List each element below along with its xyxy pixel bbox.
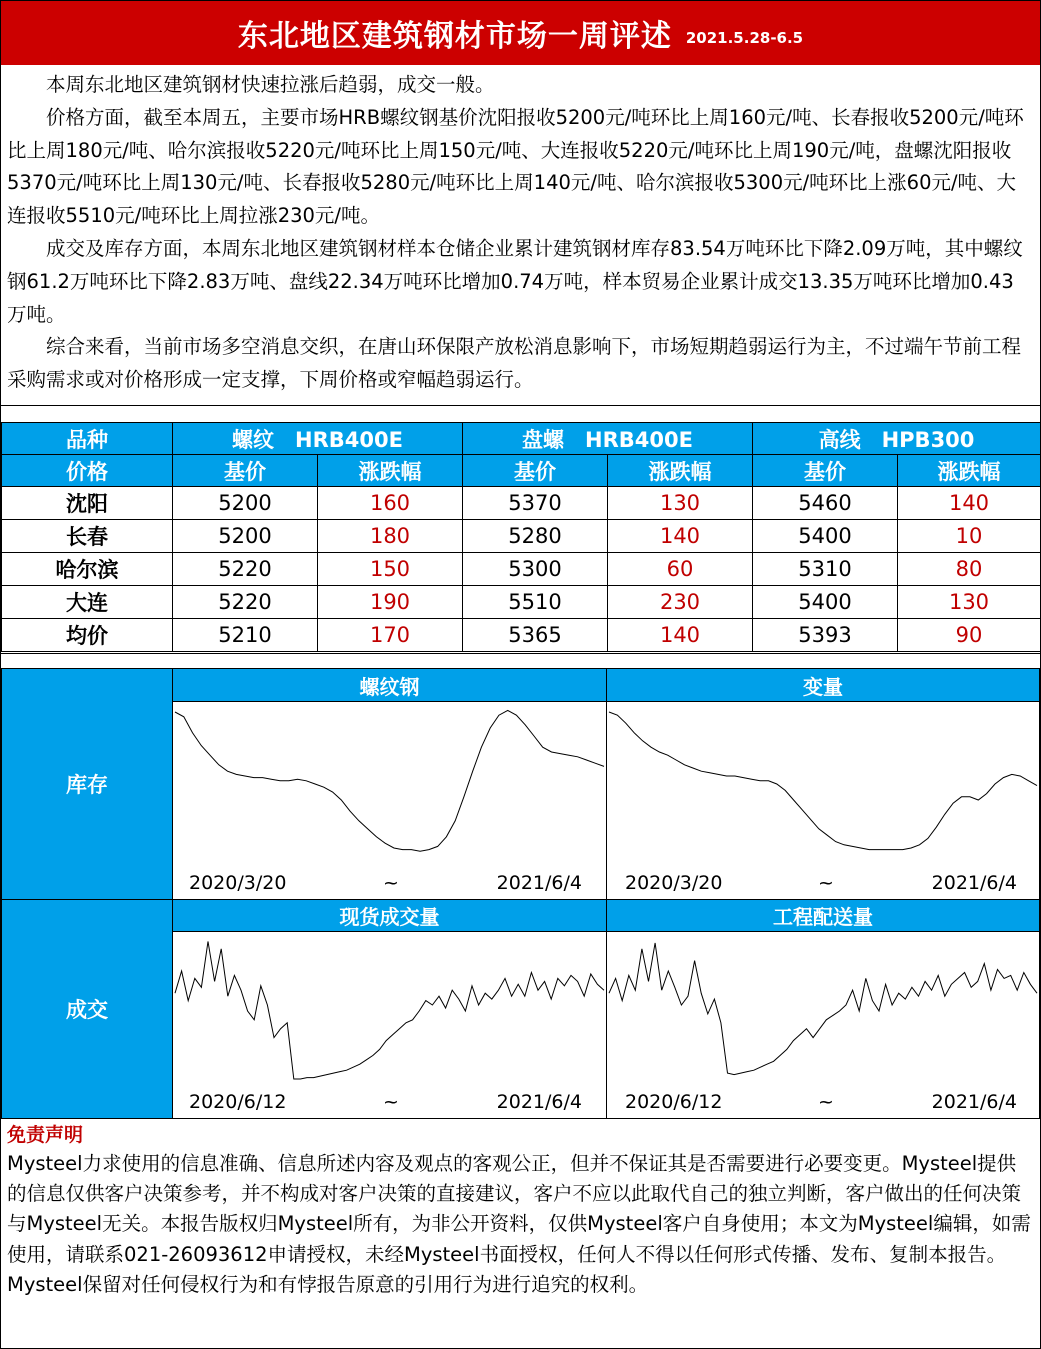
change-cell: 140 bbox=[898, 487, 1041, 520]
trade-label: 成交 bbox=[1, 899, 173, 1119]
base-price-cell: 5393 bbox=[753, 619, 898, 652]
table-row bbox=[2, 553, 1041, 586]
header-product-rebar: 螺纹 HRB400E bbox=[173, 423, 463, 455]
base-price-cell: 5280 bbox=[463, 520, 608, 553]
inventory-change-chart bbox=[606, 701, 1040, 900]
change-cell: 170 bbox=[318, 619, 463, 652]
price-table bbox=[1, 422, 1041, 652]
header-variety: 品种 bbox=[2, 423, 173, 455]
summary-paragraph: 本周东北地区建筑钢材快速拉涨后趋弱，成交一般。 bbox=[46, 73, 495, 96]
chart-svg bbox=[607, 702, 1039, 870]
delivery-volume-chart bbox=[606, 931, 1040, 1119]
summary-paragraph: 成交及库存方面，本周东北地区建筑钢材样本仓储企业累计建筑钢材库存83.54万吨环比下降2.09万吨，其中螺纹钢61.2万吨环比下降2.83万吨、盘线22.34万吨环比增加0.74万吨，样本贸易企业累计成交13.35万吨环比增加0.43万吨。 bbox=[7, 236, 1023, 326]
inventory-label: 库存 bbox=[1, 668, 173, 900]
chart-svg bbox=[173, 702, 606, 870]
header-change: 涨跌幅 bbox=[608, 455, 753, 487]
title-bar bbox=[1, 1, 1040, 65]
disclaimer-body: Mysteel力求使用的信息准确、信息所述内容及观点的客观公正，但并不保证其是否需要进行必要变更。Mysteel提供的信息仅供客户决策参考，并不构成对客户决策的直接建议，客户不应以此取代自己的独立判断，客户做出的任何决策与Mysteel无关。本报告版权归Mysteel所有，为非公开资料，仅供Mysteel客户自身使用；本文为Mysteel编辑，如需使用，请联系021-26093612申请授权，未经Mysteel书面授权，任何人不得以任何形式传播、发布、复制本报告。Mysteel保留对任何侵权行为和有悖报告原意的引用行为进行追究的权利。 bbox=[7, 1152, 1031, 1296]
header-price: 价格 bbox=[2, 455, 173, 487]
base-price-cell: 5200 bbox=[173, 520, 318, 553]
x-axis-start-label: 2020/6/12 bbox=[189, 1091, 287, 1113]
x-axis-separator: ~ bbox=[818, 872, 834, 894]
x-axis-separator: ~ bbox=[818, 1091, 834, 1113]
report-date-range: 2021.5.28-6.5 bbox=[685, 29, 804, 47]
divider bbox=[1, 653, 1040, 654]
table-header-row bbox=[2, 423, 1041, 455]
change-cell: 140 bbox=[608, 520, 753, 553]
base-price-cell: 5200 bbox=[173, 487, 318, 520]
city-cell: 大连 bbox=[2, 586, 173, 619]
series-line bbox=[175, 941, 604, 1079]
rebar-inventory-chart bbox=[172, 701, 607, 900]
table-row bbox=[2, 520, 1041, 553]
change-cell: 190 bbox=[318, 586, 463, 619]
change-cell: 130 bbox=[608, 487, 753, 520]
header-base-price: 基价 bbox=[463, 455, 608, 487]
divider bbox=[1, 405, 1040, 406]
base-price-cell: 5400 bbox=[753, 520, 898, 553]
report-title: 东北地区建筑钢材市场一周评述 bbox=[237, 19, 672, 54]
base-price-cell: 5300 bbox=[463, 553, 608, 586]
summary-paragraph: 价格方面，截至本周五，主要市场HRB螺纹钢基价沈阳报收5200元/吨环比上周160元/吨、长春报收5200元/吨环比上周180元/吨、哈尔滨报收5220元/吨环比上周150元/吨、大连报收5220元/吨环比上周190元/吨，盘螺沈阳报收5370元/吨环比上周130元/吨、长春报收5280元/吨环比上周140元/吨、哈尔滨报收5300元/吨环比上涨60元/吨、大连报收5510元/吨环比上周拉涨230元/吨。 bbox=[7, 105, 1024, 228]
table-row bbox=[2, 487, 1041, 520]
base-price-cell: 5510 bbox=[463, 586, 608, 619]
change-cell: 150 bbox=[318, 553, 463, 586]
x-axis-end-label: 2021/6/4 bbox=[496, 1091, 582, 1113]
table-row bbox=[2, 586, 1041, 619]
series-line bbox=[609, 943, 1037, 1075]
disclaimer-title: 免责声明 bbox=[7, 1124, 84, 1146]
chart-title-rebar-inventory: 螺纹钢 bbox=[172, 668, 607, 702]
base-price-cell: 5220 bbox=[173, 553, 318, 586]
change-cell: 90 bbox=[898, 619, 1041, 652]
change-cell: 230 bbox=[608, 586, 753, 619]
base-price-cell: 5220 bbox=[173, 586, 318, 619]
x-axis-end-label: 2021/6/4 bbox=[931, 1091, 1017, 1113]
series-line bbox=[175, 710, 604, 851]
x-axis bbox=[173, 1088, 606, 1118]
base-price-cell: 5370 bbox=[463, 487, 608, 520]
series-line bbox=[609, 712, 1037, 850]
summary-paragraph: 综合来看，当前市场多空消息交织，在唐山环保限产放松消息影响下，市场短期趋弱运行为主，不过端午节前工程采购需求或对价格形成一定支撑，下周价格或窄幅趋弱运行。 bbox=[7, 335, 1022, 392]
base-price-cell: 5460 bbox=[753, 487, 898, 520]
table-subheader-row bbox=[2, 455, 1041, 487]
city-cell: 均价 bbox=[2, 619, 173, 652]
change-cell: 10 bbox=[898, 520, 1041, 553]
x-axis-start-label: 2020/3/20 bbox=[189, 872, 287, 894]
x-axis-start-label: 2020/3/20 bbox=[625, 872, 723, 894]
table-row bbox=[2, 619, 1041, 652]
chart-svg bbox=[173, 932, 606, 1088]
base-price-cell: 5365 bbox=[463, 619, 608, 652]
x-axis-end-label: 2021/6/4 bbox=[931, 872, 1017, 894]
disclaimer bbox=[7, 1121, 1035, 1300]
city-cell: 沈阳 bbox=[2, 487, 173, 520]
header-base-price: 基价 bbox=[173, 455, 318, 487]
chart-title-spot-volume: 现货成交量 bbox=[172, 899, 607, 932]
summary-text bbox=[7, 69, 1033, 397]
base-price-cell: 5310 bbox=[753, 553, 898, 586]
change-cell: 140 bbox=[608, 619, 753, 652]
x-axis-separator: ~ bbox=[383, 872, 399, 894]
x-axis-start-label: 2020/6/12 bbox=[625, 1091, 723, 1113]
change-cell: 180 bbox=[318, 520, 463, 553]
city-cell: 长春 bbox=[2, 520, 173, 553]
x-axis bbox=[607, 869, 1039, 899]
x-axis bbox=[173, 869, 606, 899]
change-cell: 60 bbox=[608, 553, 753, 586]
x-axis-separator: ~ bbox=[383, 1091, 399, 1113]
base-price-cell: 5210 bbox=[173, 619, 318, 652]
header-product-coil: 盘螺 HRB400E bbox=[463, 423, 753, 455]
header-product-wire: 高线 HPB300 bbox=[753, 423, 1041, 455]
header-base-price: 基价 bbox=[753, 455, 898, 487]
x-axis bbox=[607, 1088, 1039, 1118]
city-cell: 哈尔滨 bbox=[2, 553, 173, 586]
chart-grid bbox=[1, 668, 1040, 1119]
x-axis-end-label: 2021/6/4 bbox=[496, 872, 582, 894]
header-change: 涨跌幅 bbox=[898, 455, 1041, 487]
spot-volume-chart bbox=[172, 931, 607, 1119]
chart-svg bbox=[607, 932, 1039, 1088]
chart-title-delivery-volume: 工程配送量 bbox=[606, 899, 1040, 932]
change-cell: 130 bbox=[898, 586, 1041, 619]
base-price-cell: 5400 bbox=[753, 586, 898, 619]
chart-title-inventory-change: 变量 bbox=[606, 668, 1040, 702]
change-cell: 80 bbox=[898, 553, 1041, 586]
change-cell: 160 bbox=[318, 487, 463, 520]
header-change: 涨跌幅 bbox=[318, 455, 463, 487]
